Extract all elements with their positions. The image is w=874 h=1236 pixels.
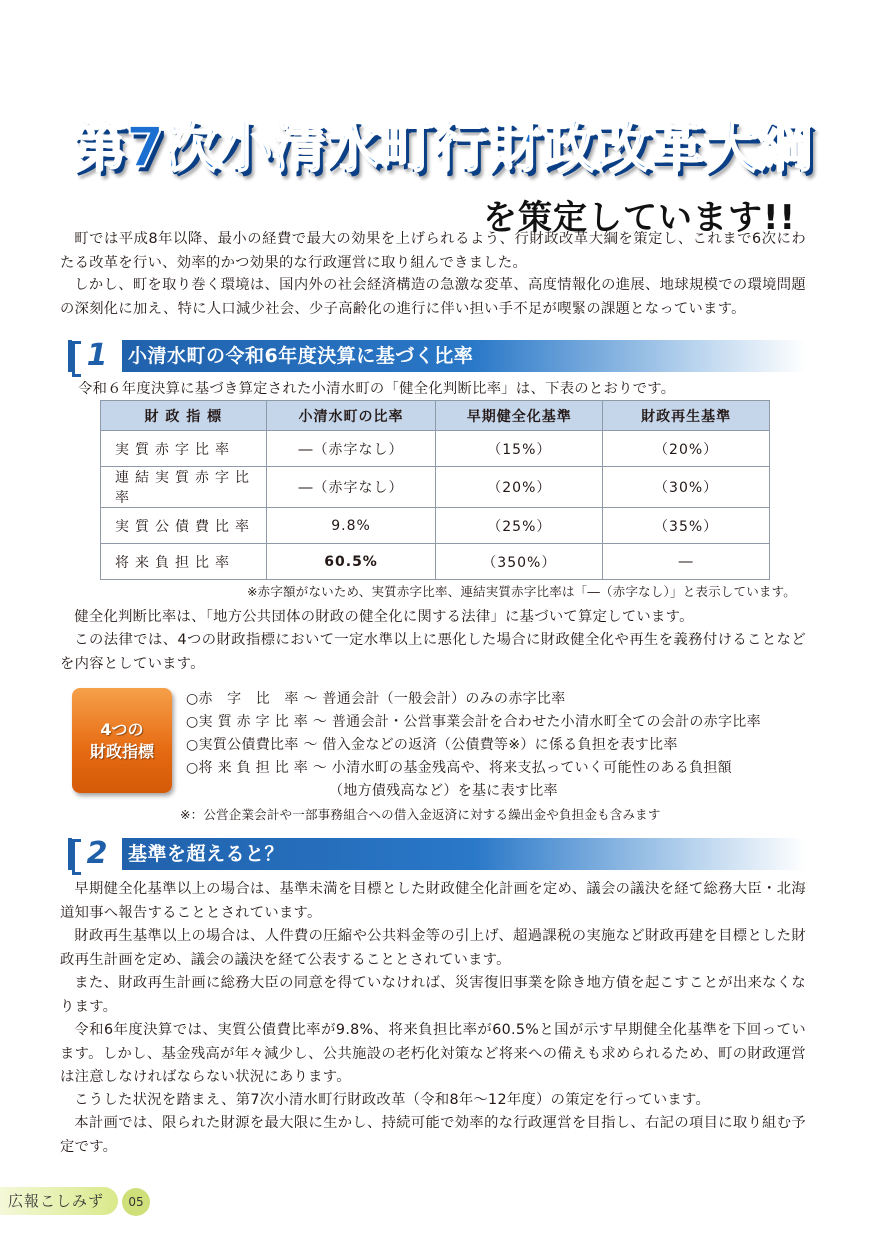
section-title: 基準を超えると？ bbox=[128, 843, 285, 865]
rehab-standard: （20%） bbox=[603, 431, 770, 467]
indicator-name: 実質赤字比率 bbox=[101, 431, 267, 467]
section-title: 小清水町の令和6年度決算に基づく比率 bbox=[128, 345, 474, 367]
four-indicators-badge bbox=[72, 688, 172, 793]
indicator-definitions bbox=[186, 688, 761, 803]
column-header: 小清水町の比率 bbox=[266, 401, 436, 431]
definition-item: ○実質公債費比率 ～ 借入金などの返済（公債費等※）に係る負担を表す比率 bbox=[186, 737, 678, 753]
page-title: 第7次小清水町行財政改革大綱 bbox=[72, 115, 812, 179]
section-number: 2 bbox=[72, 837, 122, 871]
definition-item-continued: （地方債残高など）を基に表す比率 bbox=[329, 783, 558, 799]
section-number: 1 bbox=[72, 339, 122, 373]
table-row bbox=[101, 467, 770, 508]
page-number: 05 bbox=[122, 1188, 150, 1216]
section-1-header bbox=[68, 340, 806, 372]
indicator-name: 将来負担比率 bbox=[101, 544, 267, 580]
table-row bbox=[101, 431, 770, 467]
section-2-paragraph-6: 本計画では、限られた財源を最大限に生かし、持続可能で効率的な行政運営を目指し、右記の項目に取り組む予定です。 bbox=[60, 1115, 806, 1155]
town-ratio: 60.5% bbox=[266, 544, 436, 580]
indicator-name: 連結実質赤字比率 bbox=[101, 467, 267, 508]
column-header: 財 政 指 標 bbox=[101, 401, 267, 431]
definition-item: ○将 来 負 担 比 率 ～ 小清水町の基金残高や、将来支払っていく可能性のある負担額 bbox=[186, 760, 732, 776]
early-standard: （20%） bbox=[436, 467, 603, 508]
section-2-paragraph-5: こうした状況を踏まえ、第7次小清水町行財政改革（令和8年～12年度）の策定を行っています。 bbox=[74, 1092, 711, 1108]
section-1-paragraph-2: この法律では、4つの財政指標において一定水準以上に悪化した場合に財政健全化や再生を義務付けることなどを内容としています。 bbox=[60, 632, 806, 672]
rehab-standard: （30%） bbox=[603, 467, 770, 508]
badge-line: 財政指標 bbox=[89, 741, 154, 761]
table-intro: 令和６年度決算に基づき算定された小清水町の「健全化判断比率」は、下表のとおりです。 bbox=[78, 381, 676, 397]
page-subtitle: を策定しています!! bbox=[482, 198, 796, 238]
section-1-paragraph-1: 健全化判断比率は、「地方公共団体の財政の健全化に関する法律」に基づいて算定しています。 bbox=[74, 609, 694, 625]
section-2-header bbox=[68, 838, 806, 870]
early-standard: （15%） bbox=[436, 431, 603, 467]
ratios-table bbox=[100, 400, 770, 580]
definitions-footnote: ※：公営企業会計や一部事務組合への借入金返済に対する繰出金や負担金も含みます bbox=[180, 807, 661, 822]
intro-paragraph-2: しかし、町を取り巻く環境は、国内外の社会経済構造の急激な変革、高度情報化の進展、地球規模での環境問題の深刻化に加え、特に人口減少社会、少子高齢化の進行に伴い担い手不足が喫緊の課題となっています。 bbox=[60, 277, 806, 317]
definition-item: ○実 質 赤 字 比 率 ～ 普通会計・公営事業会計を合わせた小清水町全ての会計の赤字比率 bbox=[186, 714, 761, 730]
section-2-paragraph-3: また、財政再生計画に総務大臣の同意を得ていなければ、災害復旧事業を除き地方債を起こすことが出来なくなります。 bbox=[60, 975, 806, 1015]
table-row bbox=[101, 544, 770, 580]
table-footnote: ※赤字額がないため、実質赤字比率、連結実質赤字比率は「―（赤字なし）」と表示しています。 bbox=[246, 584, 796, 599]
table-header-row bbox=[101, 401, 770, 431]
section-2-paragraph-2: 財政再生基準以上の場合は、人件費の圧縮や公共料金等の引上げ、超過課税の実施など財政再建を目標とした財政再生計画を定め、議会の議決を経て公表することとされています。 bbox=[60, 928, 806, 968]
badge-line: 4つの bbox=[100, 719, 144, 739]
early-standard: （25%） bbox=[436, 508, 603, 544]
column-header: 財政再生基準 bbox=[603, 401, 770, 431]
rehab-standard: ― bbox=[603, 544, 770, 580]
section-2-paragraph-4: 令和6年度決算では、実質公債費比率が9.8%、将来負担比率が60.5%と国が示す早期健全化基準を下回っています。しかし、基金残高が年々減少し、公共施設の老朽化対策など将来への備えも求められるため、町の財政運営は注意しなければならない状況にあります。 bbox=[60, 1022, 806, 1085]
indicator-name: 実質公債費比率 bbox=[101, 508, 267, 544]
publication-name: 広報こしみず bbox=[8, 1192, 105, 1210]
town-ratio: ―（赤字なし） bbox=[266, 431, 436, 467]
rehab-standard: （35%） bbox=[603, 508, 770, 544]
table-row bbox=[101, 508, 770, 544]
column-header: 早期健全化基準 bbox=[436, 401, 603, 431]
town-ratio: ―（赤字なし） bbox=[266, 467, 436, 508]
definition-item: ○赤 字 比 率 ～ 普通会計（一般会計）のみの赤字比率 bbox=[186, 691, 566, 707]
early-standard: （350%） bbox=[436, 544, 603, 580]
town-ratio: 9.8% bbox=[266, 508, 436, 544]
intro-paragraph-1: 町では平成8年以降、最小の経費で最大の効果を上げられるよう、行財政改革大綱を策定し、これまで6次にわたる改革を行い、効率的かつ効果的な行政運営に取り組んできました。 bbox=[60, 231, 806, 271]
section-2-paragraph-1: 早期健全化基準以上の場合は、基準未満を目標とした財政健全化計画を定め、議会の議決を経て総務大臣・北海道知事へ報告することとされています。 bbox=[60, 881, 806, 921]
